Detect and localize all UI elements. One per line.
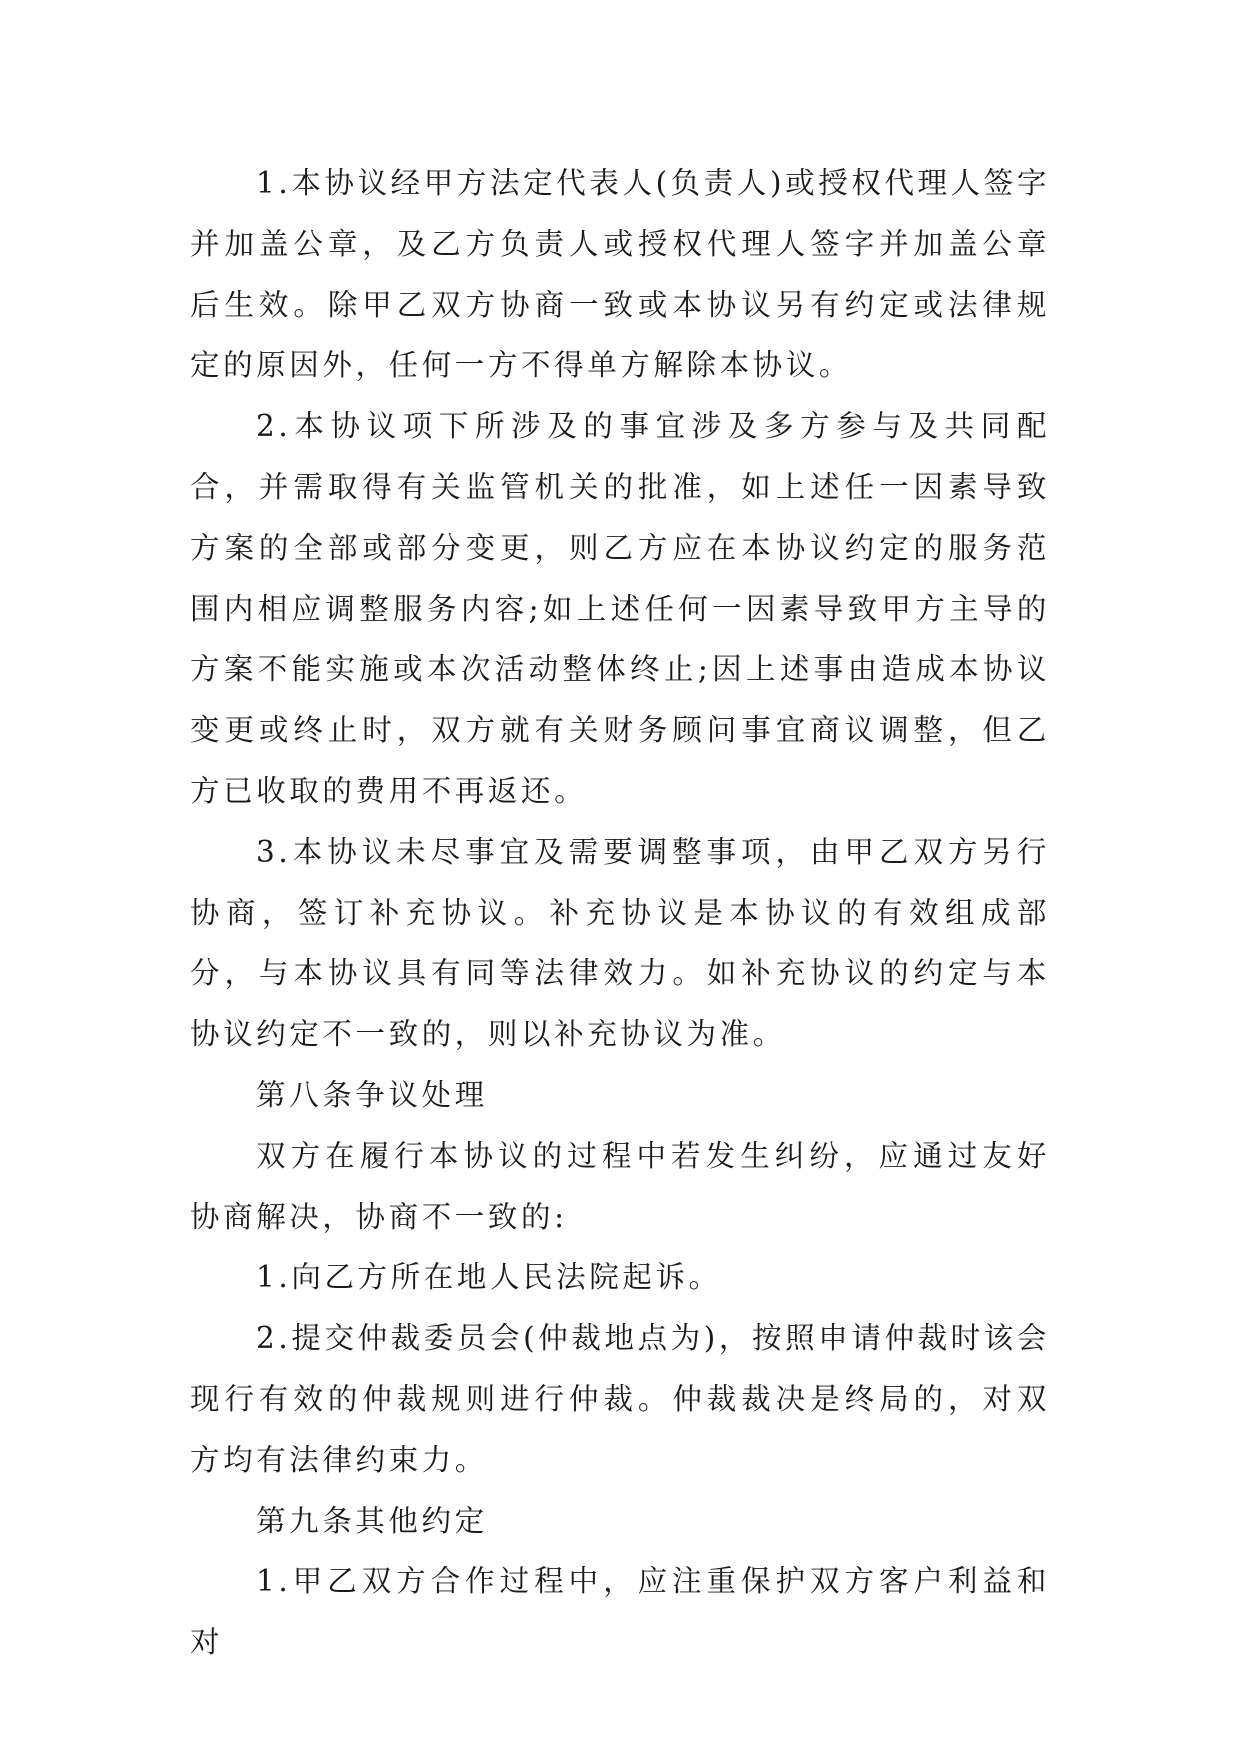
dispute-option-court: 1.向乙方所在地人民法院起诉。 (256, 1260, 722, 1295)
article-heading-dispute: 第八条争议处理 (256, 1077, 488, 1112)
document-body (190, 153, 1050, 1673)
clause-paragraph-supplement: 3.本协议未尽事宜及需要调整事项，由甲乙双方另行协商，签订补充协议。补充协议是本协议的有效组成部分，与本协议具有同等法律效力。如补充协议的约定与本协议约定不一致的，则以补充协议为准。 (190, 834, 1050, 1052)
dispute-intro-paragraph: 双方在履行本协议的过程中若发生纠纷，应通过友好协商解决，协商不一致的: (190, 1138, 1050, 1234)
article-heading-other: 第九条其他约定 (256, 1503, 488, 1538)
clause-paragraph-effectiveness: 1.本协议经甲方法定代表人(负责人)或授权代理人签字并加盖公章，及乙方负责人或授权代理人签字并加盖公章后生效。除甲乙双方协商一致或本协议另有约定或法律规定的原因外，任何一方不得单方解除本协议。 (190, 166, 1050, 383)
clause-paragraph-change: 2.本协议项下所涉及的事宜涉及多方参与及共同配合，并需取得有关监管机关的批准，如上述任一因素导致方案的全部或部分变更，则乙方应在本协议约定的服务范围内相应调整服务内容;如上述任何一因素导致甲方主导的方案不能实施或本次活动整体终止;因上述事由造成本协议变更或终止时，双方就有关财务顾问事宜商议调整，但乙方已收取的费用不再返还。 (190, 409, 1050, 808)
other-clause-paragraph: 1.甲乙双方合作过程中，应注重保护双方客户利益和对 (190, 1564, 1050, 1660)
dispute-option-arbitration: 2.提交仲裁委员会(仲裁地点为)，按照申请仲裁时该会现行有效的仲裁规则进行仲裁。仲裁裁决是终局的，对双方均有法律约束力。 (190, 1321, 1050, 1477)
